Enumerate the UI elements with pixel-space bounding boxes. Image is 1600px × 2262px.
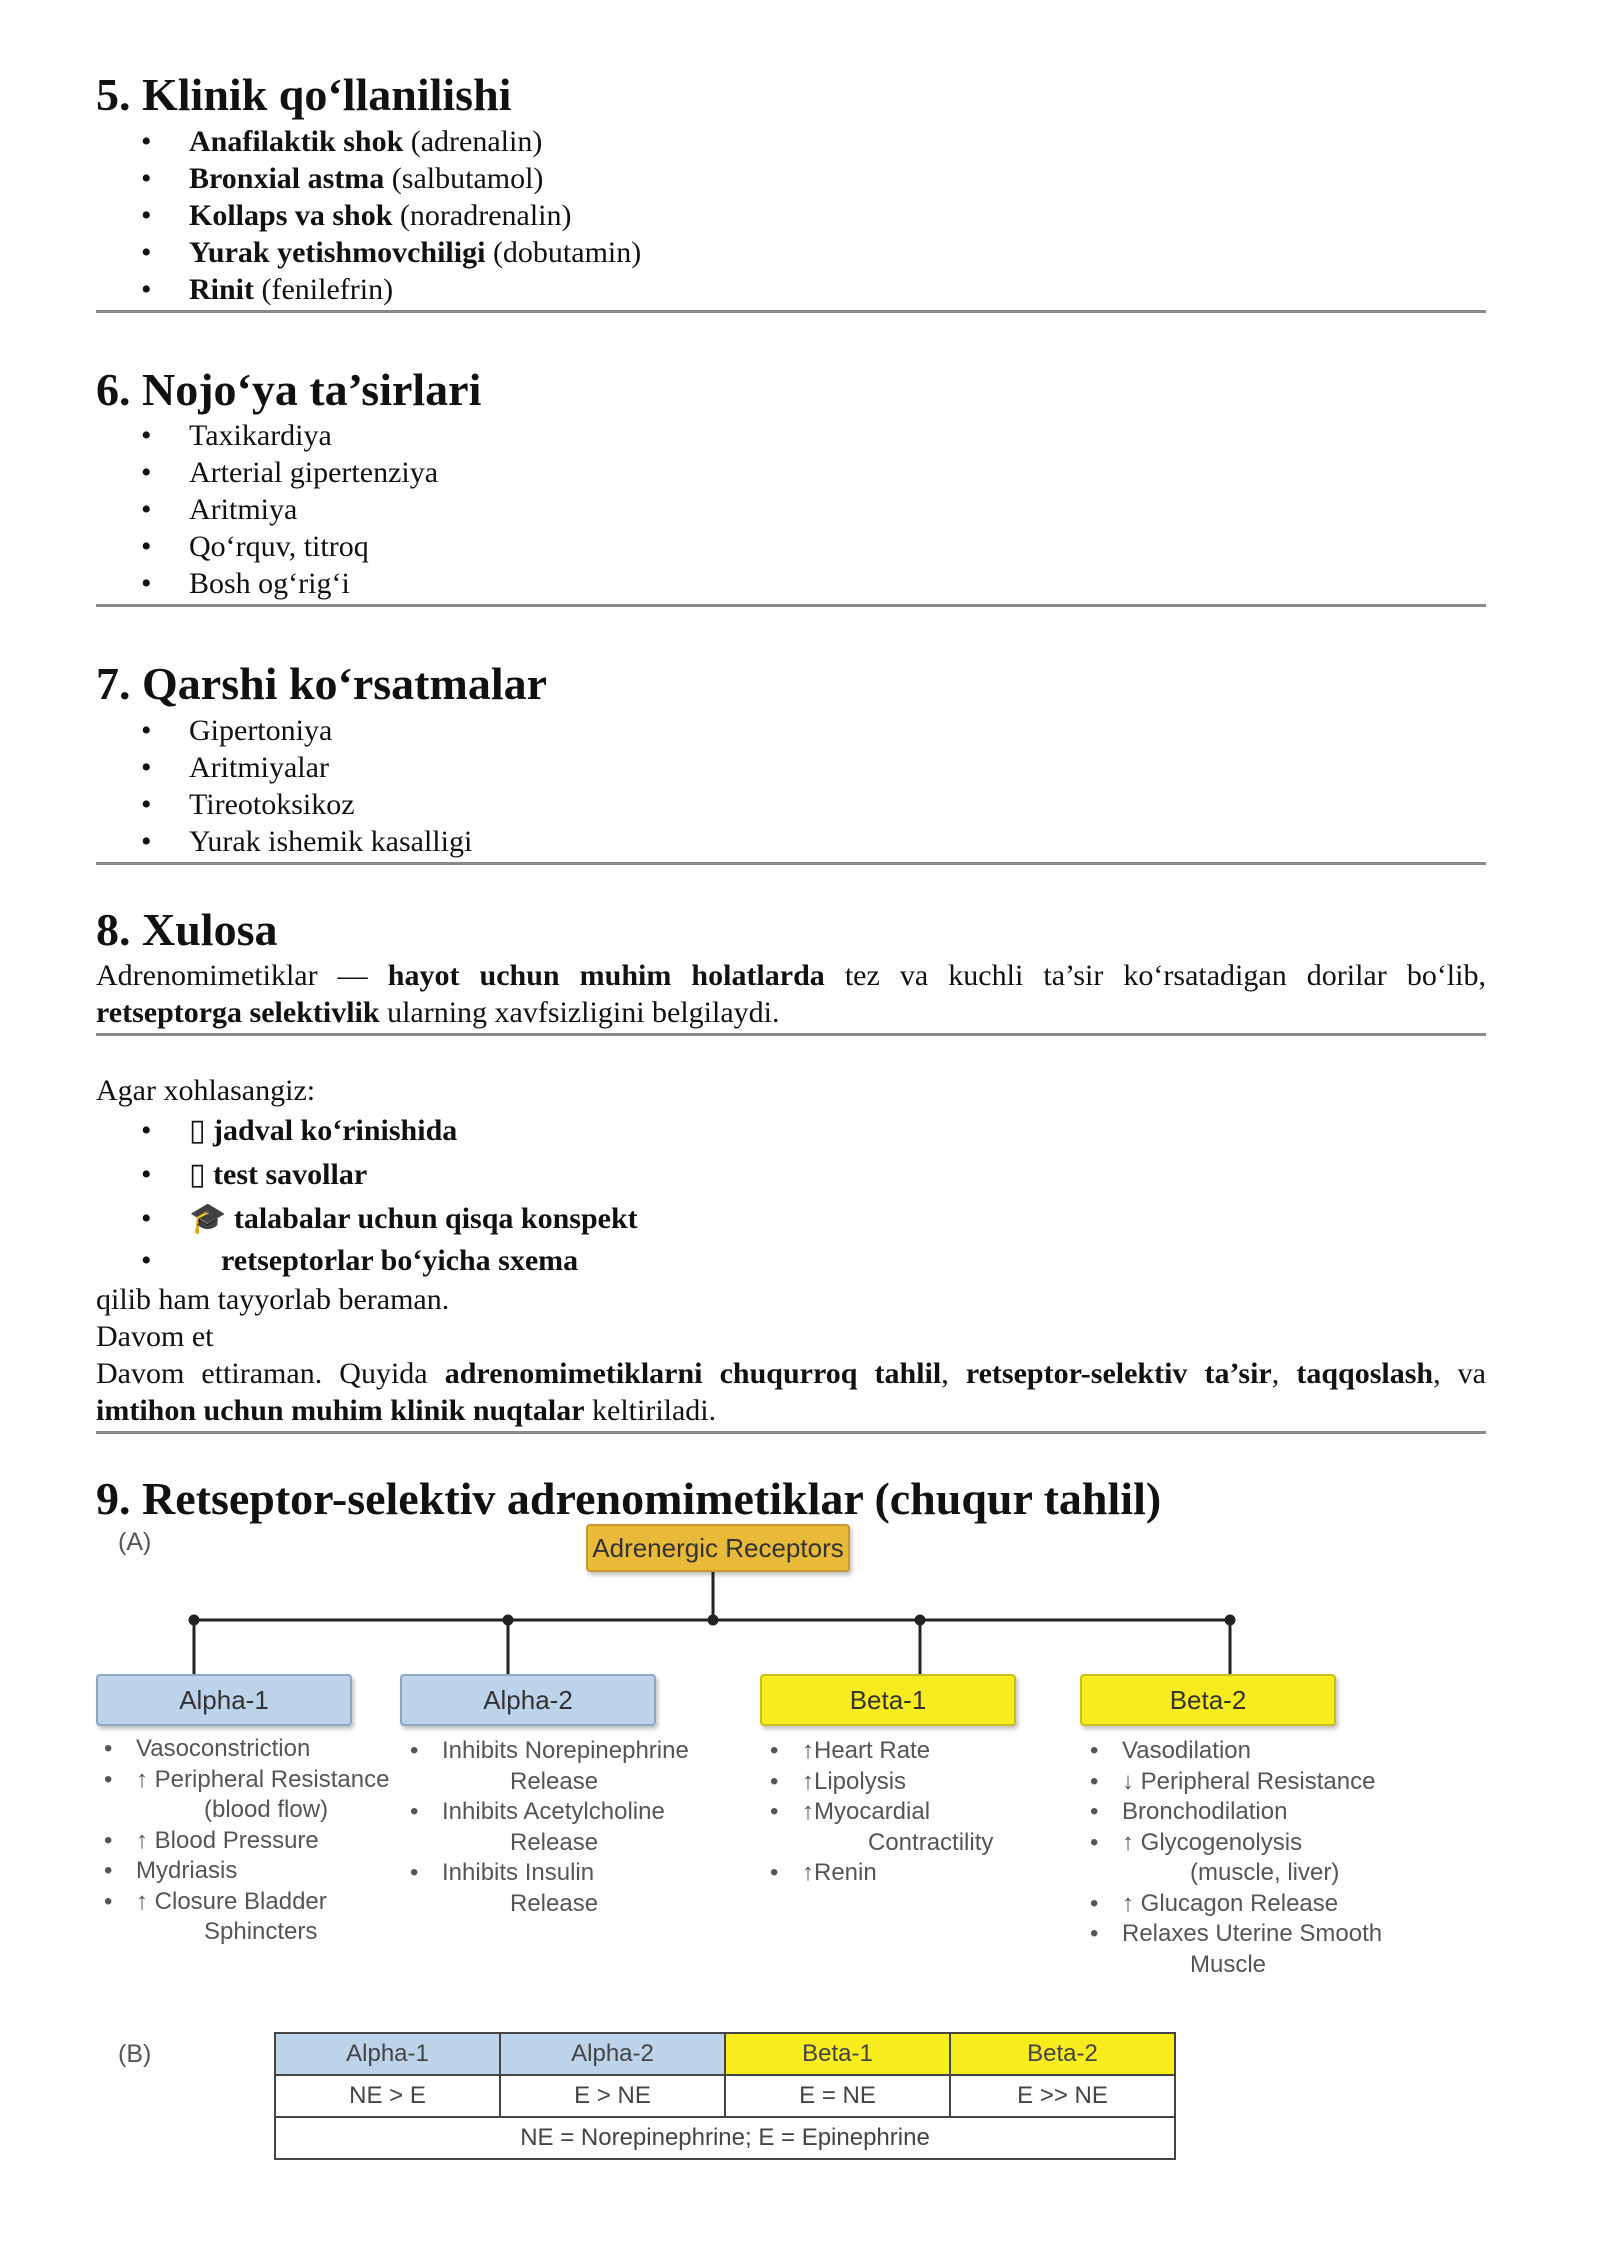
alpha-2-box: Alpha-2 xyxy=(400,1674,656,1726)
list-item: • Bronxial astma (salbutamol) xyxy=(141,161,544,195)
effect-item: • Bronchodilation xyxy=(1090,1798,1288,1825)
list-item: • Tireotoksikoz xyxy=(141,787,355,821)
divider xyxy=(96,862,1486,865)
effect-item: • ↑ Blood Pressure xyxy=(104,1826,319,1854)
effect-item: • Inhibits Acetylcholine xyxy=(410,1798,665,1825)
list-item: • ▯ jadval ko‘rinishida xyxy=(141,1113,458,1149)
divider xyxy=(96,310,1486,313)
effect-item: • ↑ Glucagon Release xyxy=(1090,1889,1339,1917)
beta-1-effects: • ↑Heart Rate • ↑Lipolysis • ↑Myocardial Contractility • ↑Renin xyxy=(770,1736,1070,1889)
effect-item: • Relaxes Uterine Smooth xyxy=(1090,1920,1383,1947)
effect-item: • ↑ Glycogenolysis xyxy=(1090,1828,1303,1856)
divider xyxy=(96,1431,1486,1434)
section-5-title: 5. Klinik qo‘llanilishi xyxy=(96,69,512,120)
panel-label-b: (B) xyxy=(118,2040,152,2068)
receptor-affinity-table xyxy=(274,2032,1176,2160)
section-5 xyxy=(96,70,1486,313)
effect-item: • ↑Heart Rate xyxy=(770,1737,931,1764)
table-footer-row xyxy=(275,2117,1175,2159)
document-page xyxy=(96,70,1486,1527)
effect-item: • Inhibits Norepinephrine xyxy=(410,1737,689,1764)
table-cell: E > NE xyxy=(500,2075,725,2117)
list-item: • Gipertoniya xyxy=(141,713,333,747)
panel-label-a: (A) xyxy=(118,1528,152,1556)
divider xyxy=(96,604,1486,607)
list-item: • Aritmiyalar xyxy=(141,750,329,784)
offer-intro: Agar xohlasangiz: xyxy=(96,1074,316,1108)
effect-item: • Mydriasis xyxy=(104,1857,238,1884)
adrenergic-receptors-box: Adrenergic Receptors xyxy=(586,1524,850,1572)
effect-item: • ↑ Closure Bladder xyxy=(104,1887,327,1915)
section-7 xyxy=(96,659,1486,865)
offer-list xyxy=(141,1109,1486,1281)
conclusion-paragraph: Adrenomimetiklar — hayot uchun muhim holatlarda tez va kuchli ta’sir ko‘rsatadigan dorilar bo‘lib, retseptorga selektivlik ularning xavfsizligini belgilaydi. xyxy=(96,959,1486,1030)
table-header-cell: Alpha-2 xyxy=(500,2033,725,2075)
alpha-2-effects: • Inhibits Norepinephrine Release • Inhibits Acetylcholine Release • Inhibits Insulin Release xyxy=(410,1736,730,1919)
effect-item: • ↑Lipolysis xyxy=(770,1767,907,1795)
continuation-paragraph: Davom ettiraman. Quyida adrenomimetiklarni chuqurroq tahlil, retseptor-selektiv ta’sir, taqqoslash, va imtihon uchun muhim klinik nuqtalar keltiriladi. xyxy=(96,1357,1486,1428)
table-header-cell: Alpha-1 xyxy=(275,2033,500,2075)
effect-item: • ↑ Peripheral Resistance xyxy=(104,1765,390,1793)
list-item: • Yurak ishemik kasalligi xyxy=(141,824,473,858)
effect-item: • ↓ Peripheral Resistance xyxy=(1090,1767,1376,1795)
effect-item: • Vasoconstriction xyxy=(104,1735,311,1762)
section-7-list xyxy=(141,712,1486,860)
divider xyxy=(96,1033,1486,1036)
section-8 xyxy=(96,905,1486,1037)
section-9 xyxy=(96,1474,1486,1525)
effect-item: • ↑Myocardial xyxy=(770,1798,931,1825)
beta-1-box: Beta-1 xyxy=(760,1674,1016,1726)
effect-item: • Vasodilation xyxy=(1090,1737,1251,1764)
section-6-title: 6. Nojo‘ya ta’sirlari xyxy=(96,363,482,415)
table-header-row xyxy=(275,2033,1175,2075)
graduation-cap-icon: 🎓 xyxy=(189,1201,227,1237)
table-cell: E >> NE xyxy=(950,2075,1175,2117)
list-item: • Qo‘rquv, titroq xyxy=(141,530,369,564)
list-item: • Anafilaktik shok (adrenalin) xyxy=(141,124,543,158)
list-item: • Rinit (fenilefrin) xyxy=(141,272,394,306)
list-item: • Yurak yetishmovchiligi (dobutamin) xyxy=(141,235,642,269)
adrenergic-receptors-figure xyxy=(96,1524,1456,2164)
list-item: • Arterial gipertenziya xyxy=(141,456,439,490)
section-6 xyxy=(96,365,1486,608)
list-item: • Aritmiya xyxy=(141,493,298,527)
list-item: • Kollaps va shok (noradrenalin) xyxy=(141,198,572,232)
table-header-cell: Beta-1 xyxy=(725,2033,950,2075)
offer-block xyxy=(96,1072,1486,1434)
list-item: • retseptorlar bo‘yicha sxema xyxy=(141,1244,579,1278)
list-item: • Bosh og‘rig‘i xyxy=(141,567,350,601)
list-item: • ▯ test savollar xyxy=(141,1157,368,1193)
placeholder-glyph-icon: ▯ xyxy=(189,1157,206,1193)
table-footer-cell: NE = Norepinephrine; E = Epinephrine xyxy=(275,2117,1175,2159)
section-6-list xyxy=(141,417,1486,602)
alpha-1-box: Alpha-1 xyxy=(96,1674,352,1726)
effect-item: • ↑Renin xyxy=(770,1859,877,1886)
beta-2-effects: • Vasodilation • ↓ Peripheral Resistance • Bronchodilation • ↑ Glycogenolysis (muscle, liver) • ↑ Glucagon Release • Relaxes Uterine Smooth Muscle xyxy=(1090,1736,1420,1980)
table-header-cell: Beta-2 xyxy=(950,2033,1175,2075)
user-message: Davom et xyxy=(96,1320,214,1354)
table-row xyxy=(275,2075,1175,2117)
section-8-title: 8. Xulosa xyxy=(96,903,278,955)
offer-outro: qilib ham tayyorlab beraman. xyxy=(96,1283,450,1317)
beta-2-box: Beta-2 xyxy=(1080,1674,1336,1726)
list-item: • Taxikardiya xyxy=(141,419,332,453)
section-5-list xyxy=(141,123,1486,308)
section-7-title: 7. Qarshi ko‘rsatmalar xyxy=(96,658,548,710)
placeholder-glyph-icon: ▯ xyxy=(189,1113,206,1149)
table-cell: NE > E xyxy=(275,2075,500,2117)
list-item: • 🎓 talabalar uchun qisqa konspekt xyxy=(141,1201,638,1237)
section-9-title: 9. Retseptor-selektiv adrenomimetiklar (chuqur tahlil) xyxy=(96,1473,1162,1525)
alpha-1-effects: • Vasoconstriction • ↑ Peripheral Resistance (blood flow) • ↑ Blood Pressure • Mydriasis • ↑ Closure Bladder Sphincters xyxy=(104,1734,404,1948)
table-cell: E = NE xyxy=(725,2075,950,2117)
effect-item: • Inhibits Insulin xyxy=(410,1859,595,1886)
